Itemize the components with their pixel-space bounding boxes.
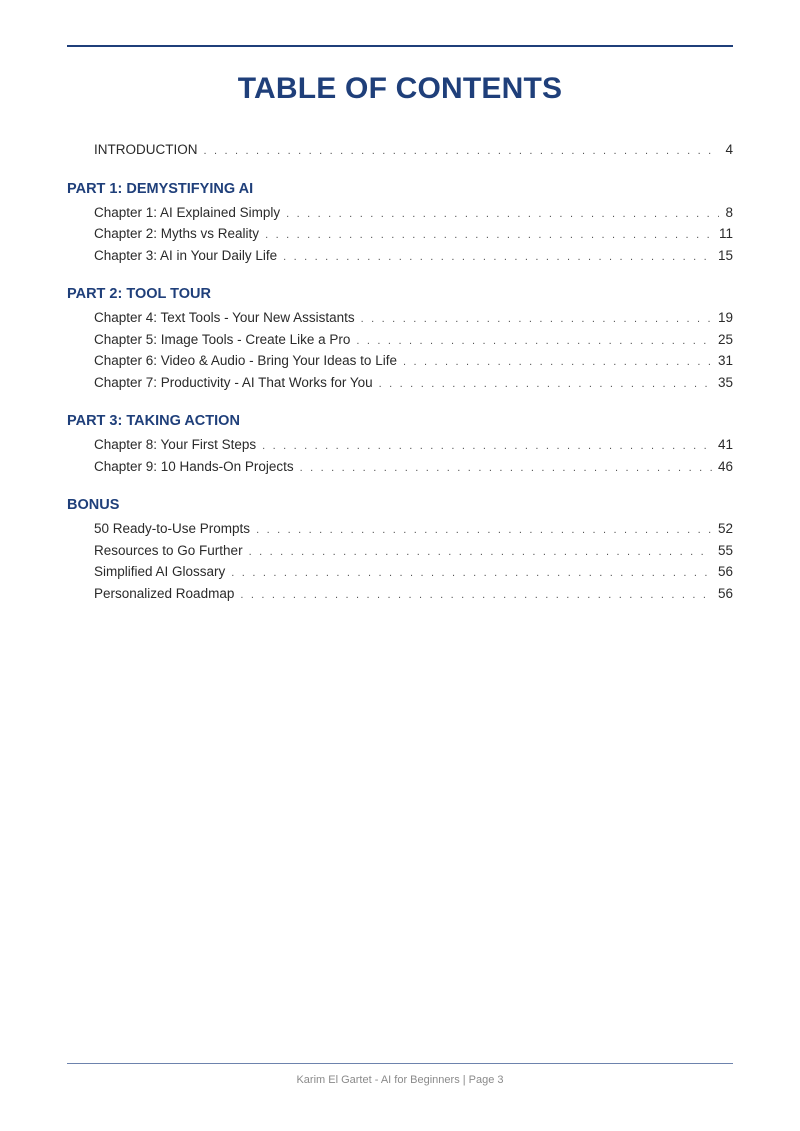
dot-leader: [204, 142, 720, 160]
toc-entry-resources[interactable]: [67, 542, 733, 564]
toc-entry-page: 46: [717, 458, 733, 474]
dot-leader: [403, 353, 712, 371]
toc-entry-roadmap[interactable]: [67, 585, 733, 607]
dot-leader: [231, 564, 712, 582]
toc-entry-page: 25: [717, 331, 733, 347]
toc-entry-label: Chapter 2: Myths vs Reality: [94, 226, 260, 241]
toc-entry-label: Chapter 4: Text Tools - Your New Assistants: [94, 310, 355, 325]
toc-entry-label: Chapter 7: Productivity - AI That Works for You: [94, 374, 373, 390]
dot-leader: [256, 521, 712, 539]
toc-entry-label: Personalized Roadmap: [94, 585, 235, 601]
toc-entry-chapter-3[interactable]: [67, 247, 733, 269]
dot-leader: [240, 586, 712, 604]
section-heading-bonus: BONUS: [67, 497, 120, 513]
toc-entry-page: 8: [725, 204, 733, 220]
toc-entry-introduction[interactable]: [67, 141, 733, 163]
toc-entry-label: Simplified AI Glossary: [94, 564, 226, 579]
toc-entry-glossary[interactable]: [67, 563, 733, 585]
toc-entry-chapter-4[interactable]: [67, 309, 733, 331]
toc-entry-page: 35: [717, 374, 733, 390]
toc-entry-label: Chapter 8: Your First Steps: [94, 437, 257, 452]
toc-entry-label: Chapter 3: AI in Your Daily Life: [94, 247, 278, 263]
toc-entry-page: 52: [717, 521, 733, 536]
dot-leader: [379, 375, 712, 393]
toc-entry-chapter-6[interactable]: [67, 352, 733, 374]
toc-entry-label: INTRODUCTION: [94, 142, 198, 157]
toc-entry-page: 19: [717, 310, 733, 325]
toc-entry-page: 41: [717, 437, 733, 452]
section-heading-part-1: PART 1: DEMYSTIFYING AI: [67, 180, 254, 197]
toc-entry-chapter-7[interactable]: [67, 374, 733, 396]
toc-entry-label: Chapter 6: Video & Audio - Bring Your Ideas to Life: [94, 353, 397, 368]
toc-entry-page: 55: [717, 542, 733, 558]
footer-divider: [67, 1063, 733, 1064]
top-divider: [67, 45, 733, 47]
dot-leader: [265, 226, 713, 244]
toc-entry-page: 11: [718, 226, 733, 241]
toc-entry-page: 4: [725, 142, 733, 157]
dot-leader: [300, 459, 712, 477]
toc-entry-label: Chapter 9: 10 Hands-On Projects: [94, 458, 294, 474]
dot-leader: [249, 543, 712, 561]
section-heading-part-2: PART 2: TOOL TOUR: [67, 286, 211, 302]
toc-entry-label: Chapter 5: Image Tools - Create Like a Pro: [94, 331, 351, 347]
toc-entry-page: 31: [717, 353, 733, 368]
toc-entry-chapter-1[interactable]: [67, 204, 733, 226]
page-footer: Karim El Gartet - AI for Beginners | Page 3: [296, 1074, 504, 1086]
page-title: TABLE OF CONTENTS: [237, 72, 563, 105]
dot-leader: [361, 310, 712, 328]
toc-entry-label: 50 Ready-to-Use Prompts: [94, 521, 251, 536]
dot-leader: [262, 437, 712, 455]
table-of-contents: [67, 141, 733, 606]
toc-entry-chapter-8[interactable]: [67, 436, 733, 458]
toc-entry-label: Chapter 1: AI Explained Simply: [94, 204, 281, 220]
toc-entry-chapter-2[interactable]: [67, 225, 733, 247]
toc-entry-prompts[interactable]: [67, 520, 733, 542]
dot-leader: [356, 332, 712, 350]
dot-leader: [286, 205, 719, 223]
toc-entry-label: Resources to Go Further: [94, 542, 243, 558]
section-heading-part-3: PART 3: TAKING ACTION: [67, 413, 240, 429]
toc-entry-page: 56: [717, 585, 733, 601]
dot-leader: [283, 248, 712, 266]
toc-entry-chapter-5[interactable]: [67, 331, 733, 353]
toc-entry-chapter-9[interactable]: [67, 458, 733, 480]
toc-entry-page: 56: [717, 564, 733, 579]
toc-entry-page: 15: [717, 247, 733, 263]
